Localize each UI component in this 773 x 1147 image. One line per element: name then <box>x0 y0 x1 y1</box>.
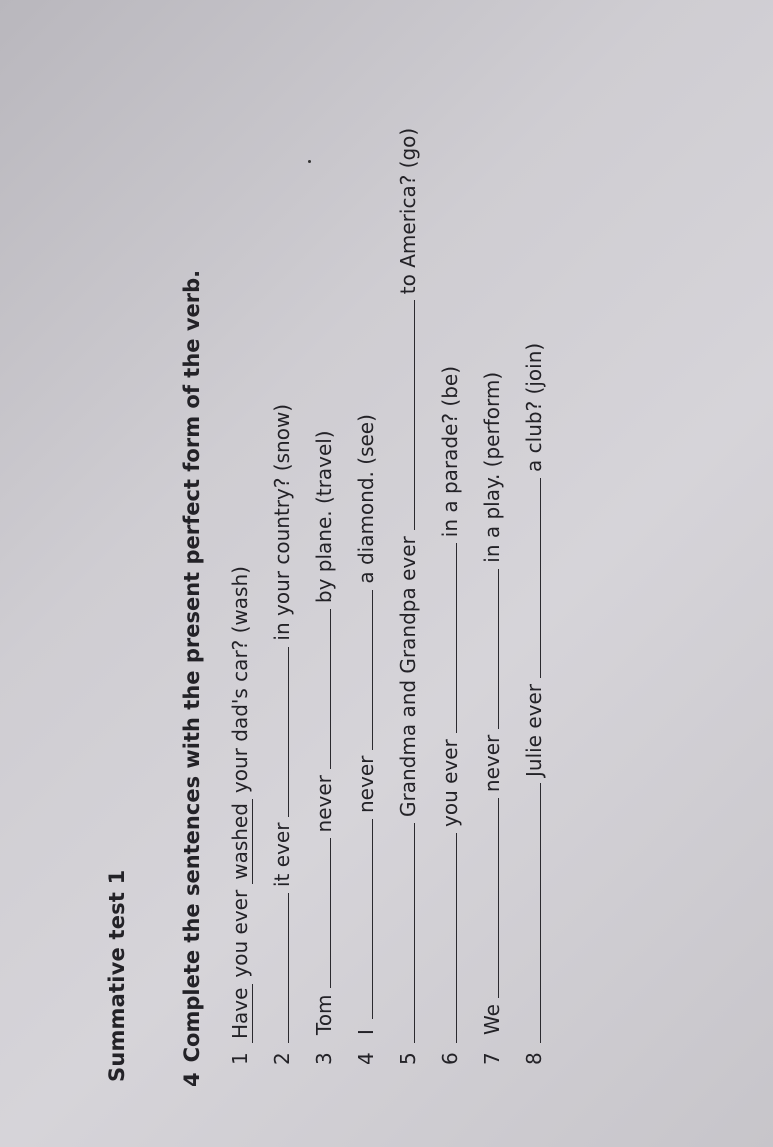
answer-blank-8a[interactable] <box>522 783 541 1043</box>
item-number: 7 <box>480 1052 504 1065</box>
answer-blank-4b[interactable] <box>354 590 373 750</box>
exercise-instruction <box>180 270 204 1087</box>
sentence-8 <box>522 343 546 1065</box>
sentence-7 <box>480 372 504 1065</box>
item-number: 5 <box>396 1052 420 1065</box>
answer-blank-4a[interactable] <box>354 819 373 1019</box>
answer-blank-1a[interactable]: Have <box>228 984 253 1043</box>
sentence-text: Julie ever <box>522 683 546 777</box>
sentence-subject: Tom <box>312 994 336 1035</box>
sentence-text: a club? (join) <box>522 342 546 472</box>
exercise-number: 4 <box>180 1072 204 1087</box>
answer-blank-6b[interactable] <box>438 543 457 733</box>
sentence-text: a diamond. (see) <box>354 414 378 584</box>
paper-speck <box>308 160 311 163</box>
sentence-2 <box>270 404 294 1065</box>
sentence-text: by plane. (travel) <box>312 430 336 604</box>
sentence-text: to America? (go) <box>396 127 420 295</box>
answer-blank-3a[interactable] <box>312 838 331 988</box>
item-number: 6 <box>438 1052 462 1065</box>
item-number: 4 <box>354 1052 378 1065</box>
sentence-text: your dad's car? (wash) <box>228 566 252 794</box>
sentence-text: you ever <box>438 739 462 827</box>
answer-blank-5b[interactable] <box>396 300 415 530</box>
sentence-text: never <box>480 734 504 793</box>
answer-blank-8b[interactable] <box>522 478 541 678</box>
sentence-6 <box>438 366 462 1065</box>
sentence-4 <box>354 414 378 1065</box>
sentence-text: in a play. (perform) <box>480 371 504 563</box>
answer-blank-5a[interactable] <box>396 823 415 1043</box>
answer-blank-1b[interactable]: washed <box>228 799 253 884</box>
sentence-subject: We <box>480 1004 504 1035</box>
test-title: Summative test 1 <box>105 869 129 1082</box>
sentence-text: in a parade? (be) <box>438 366 462 538</box>
sentence-text: never <box>312 775 336 833</box>
item-number: 2 <box>270 1052 294 1065</box>
sentence-text: you ever <box>228 889 252 978</box>
sentence-text: never <box>354 755 378 813</box>
item-number: 8 <box>522 1052 546 1065</box>
item-number: 3 <box>312 1052 336 1065</box>
sentence-subject: I <box>354 1029 378 1035</box>
answer-blank-2b[interactable] <box>270 647 289 817</box>
sentence-text: it ever <box>270 822 294 887</box>
item-number: 1 <box>228 1052 252 1065</box>
instruction-text: Complete the sentences with the present perfect form of the verb. <box>180 269 204 1063</box>
sentence-text: in your country? (snow) <box>270 403 294 641</box>
sentence-5 <box>396 128 420 1065</box>
sentence-1 <box>228 566 253 1065</box>
answer-blank-3b[interactable] <box>312 609 331 769</box>
answer-blank-6a[interactable] <box>438 833 457 1043</box>
answer-blank-2a[interactable] <box>270 893 289 1043</box>
sentence-3 <box>312 430 336 1065</box>
answer-blank-7a[interactable] <box>480 798 499 998</box>
answer-blank-7b[interactable] <box>480 569 499 729</box>
sentence-text: Grandma and Grandpa ever <box>396 536 420 817</box>
